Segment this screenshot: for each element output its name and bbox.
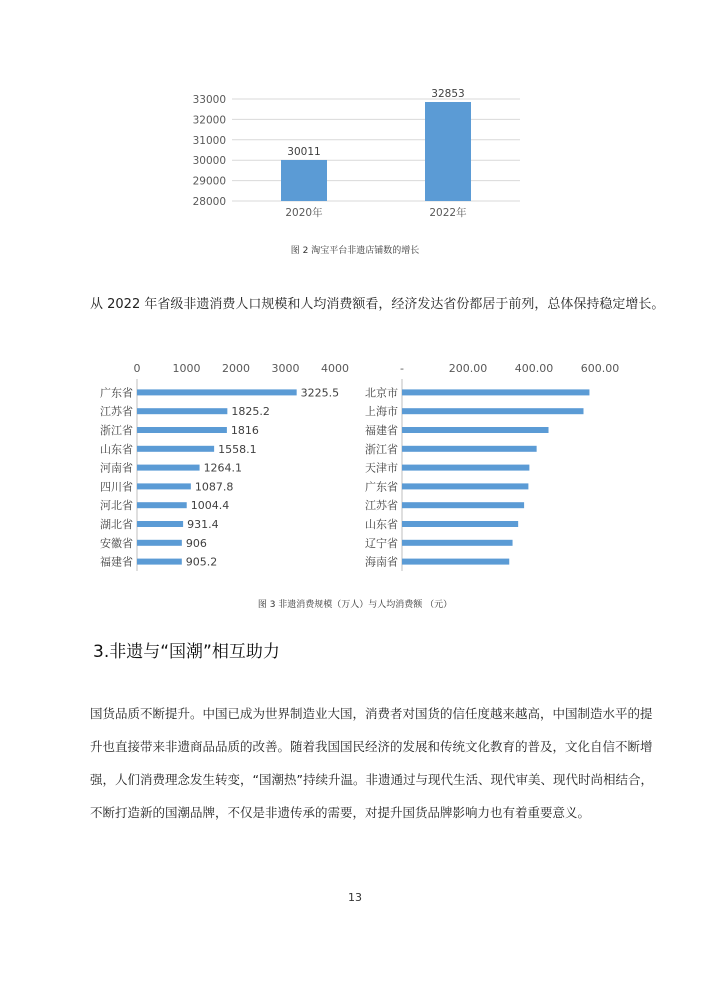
data-label: 30011: [287, 145, 321, 158]
y-tick-label: 四川省: [100, 480, 133, 494]
x-tick-label: 2022年: [429, 207, 467, 219]
y-tick-label: 河北省: [100, 499, 133, 513]
bar: [137, 540, 182, 546]
y-tick-label: 江苏省: [100, 405, 133, 419]
bar: [402, 446, 537, 452]
bar: [137, 502, 187, 508]
y-tick-label: 福建省: [100, 555, 133, 569]
bar: [402, 521, 518, 527]
bar: [137, 389, 297, 395]
bar: [402, 408, 584, 414]
data-label: 1087.8: [194, 480, 234, 494]
data-label: 1264.1: [203, 461, 243, 475]
shop-count-bar-chart: [180, 80, 540, 230]
y-tick-label: 天津市: [365, 461, 398, 475]
figure2-caption: 图 2 淘宝平台非遗店铺数的增长: [290, 246, 420, 256]
y-tick-label: 湖北省: [100, 518, 133, 531]
page-number: 13: [348, 891, 362, 904]
bar: [402, 427, 549, 433]
bar: [402, 465, 529, 471]
bar: [137, 408, 227, 414]
bar: [425, 102, 471, 201]
bar: [137, 427, 227, 433]
data-label: 1004.4: [190, 499, 230, 513]
bar: [137, 559, 182, 565]
x-tick-label: 3000: [271, 362, 300, 375]
data-label: 931.4: [187, 518, 219, 531]
per-capita-spend-bar-chart: [355, 355, 625, 575]
data-label: 905.2: [185, 555, 218, 569]
body-paragraph: 国货品质不断提升。中国已成为世界制造业大国，消费者对国货的信任度越来越高，中国制造水平的提升也直接带来非遗商品品质的改善。随着我国国民经济的发展和传统文化教育的普及，文化自信不断增强，人们消费理念发生转变，“国潮热”持续升温。非遗通过与现代生活、现代审美、现代时尚相结合，不断打造新的国潮品牌，不仅是非遗传承的需要，对提升国货品牌影响力也有着重要意义。: [90, 706, 653, 820]
y-tick-label: 浙江省: [365, 442, 398, 456]
y-tick-label: 32000: [192, 114, 226, 127]
y-tick-label: 海南省: [365, 555, 398, 569]
consumer-scale-bar-chart: [90, 355, 360, 575]
bar: [402, 559, 509, 565]
data-label: 1825.2: [231, 405, 270, 419]
y-tick-label: 山东省: [100, 442, 133, 456]
y-tick-label: 广东省: [100, 386, 133, 400]
y-tick-label: 辽宁省: [365, 536, 398, 550]
y-tick-label: 上海市: [365, 405, 398, 419]
bar: [137, 483, 191, 489]
x-tick-label: 2000: [222, 362, 250, 375]
y-tick-label: 安徽省: [100, 536, 133, 550]
x-tick-label: -: [400, 362, 404, 375]
data-label: 906: [185, 536, 207, 550]
y-tick-label: 29000: [192, 175, 226, 188]
y-tick-label: 河南省: [100, 461, 133, 475]
x-tick-label: 1000: [172, 362, 201, 375]
y-tick-label: 北京市: [365, 386, 398, 400]
bar: [402, 540, 513, 546]
x-tick-label: 2020年: [285, 207, 323, 219]
y-tick-label: 28000: [192, 196, 226, 208]
x-tick-label: 4000: [321, 362, 349, 375]
x-tick-label: 400.00: [514, 362, 554, 375]
y-tick-label: 33000: [192, 94, 226, 106]
data-label: 32853: [431, 87, 465, 100]
bar: [402, 389, 589, 395]
data-label: 1816: [230, 424, 259, 437]
bar: [402, 483, 528, 489]
y-tick-label: 浙江省: [100, 424, 133, 437]
section-heading: 3.非遗与“国潮”相互助力: [93, 642, 280, 662]
x-tick-label: 200.00: [448, 362, 488, 375]
intro-paragraph: 从 2022 年省级非遗消费人口规模和人均消费额看，经济发达省份都居于前列，总体保持稳定增长。: [90, 297, 665, 312]
figure3-caption: 图 3 非遗消费规模（万人）与人均消费额 （元）: [257, 600, 453, 610]
x-tick-label: 0: [133, 362, 141, 375]
bar: [402, 502, 524, 508]
y-tick-label: 广东省: [365, 480, 398, 494]
bar: [281, 160, 327, 201]
data-label: 1558.1: [218, 442, 257, 456]
bar: [137, 446, 214, 452]
bar: [137, 521, 183, 527]
y-tick-label: 31000: [192, 134, 226, 147]
bar: [137, 465, 200, 471]
y-tick-label: 江苏省: [365, 499, 398, 513]
x-tick-label: 600.00: [580, 362, 620, 375]
data-label: 3225.5: [300, 386, 340, 400]
y-tick-label: 山东省: [365, 518, 398, 531]
y-tick-label: 福建省: [365, 424, 398, 437]
y-tick-label: 30000: [192, 155, 226, 168]
